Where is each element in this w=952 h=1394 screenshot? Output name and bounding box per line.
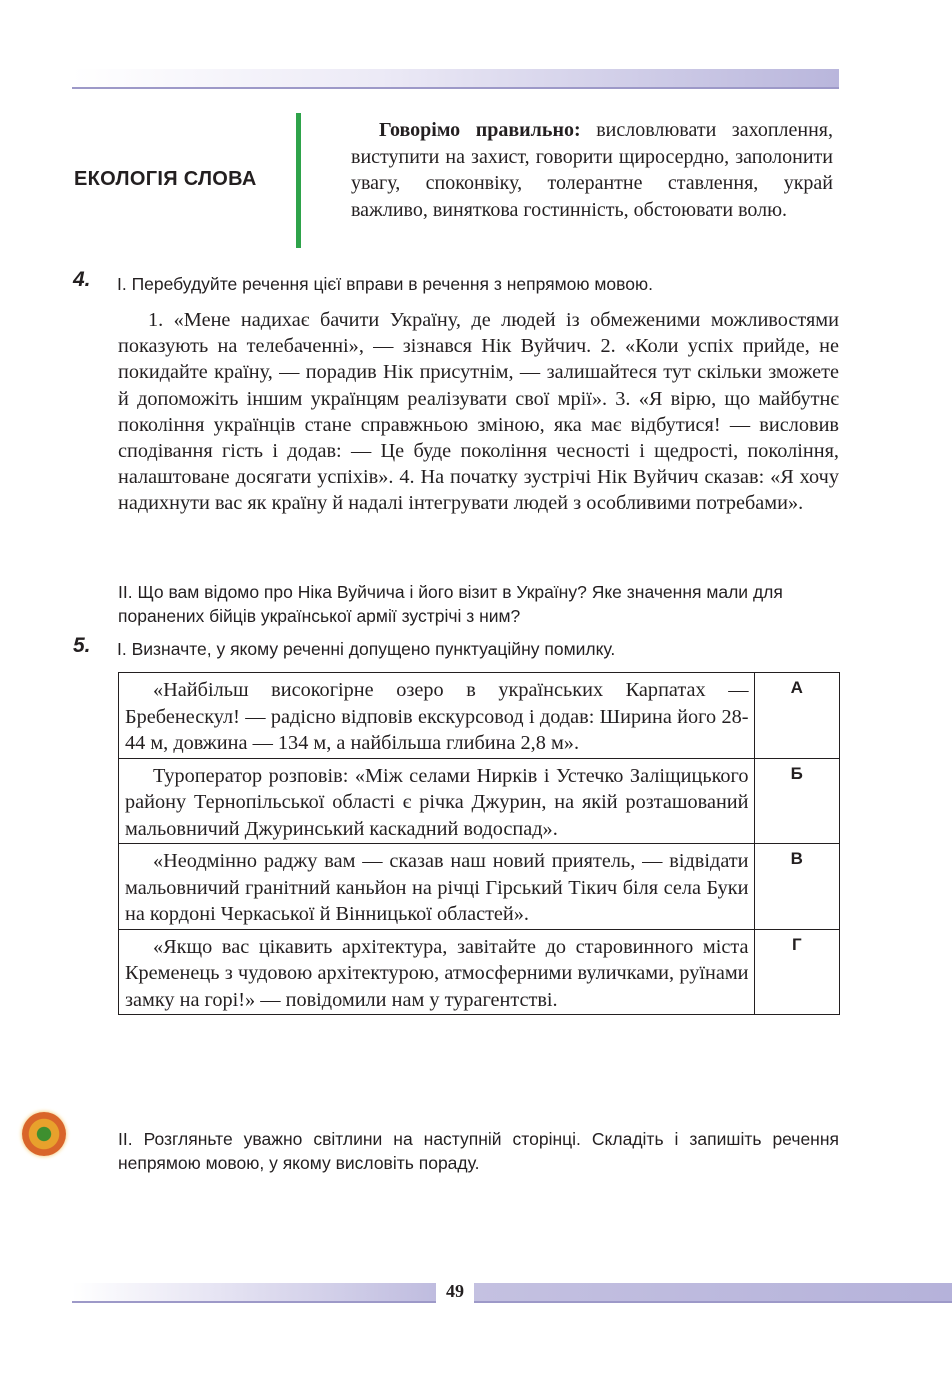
answer-options-table	[118, 672, 840, 1015]
ecology-divider	[296, 113, 301, 248]
exercise-4-task-1: I. Перебудуйте речення цієї вправи в речення з непрямою мовою.	[117, 274, 653, 294]
ecology-section-title: ЕКОЛОГІЯ СЛОВА	[74, 168, 257, 190]
table-row	[119, 844, 840, 930]
option-text: «Якщо вас цікавить архітектура, завітайте до старовинного міста Кременець з чудовою архітектурою, атмосферними вуличками, руїнами замку на горі!» — повідомили нам у турагентстві.	[119, 929, 755, 1015]
option-text: «Найбільш високогірне озеро в українських Карпатах — Бребенескул! — радісно відповів екскурсовод і додав: Ширина його 28-44 м, довжина — 134 м, а найбільша глибина 2,8 м».	[119, 673, 755, 759]
exercise-4-text: 1. «Мене надихає бачити Україну, де людей із обмеженими можливостями показують на телебаченні», — зізнався Нік Вуйчич. 2. «Коли успіх прийде, не покидайте країну, — порадив Нік присутнім, — залишайтеся тут скільки зможете й допоможіть іншим українцям реалізувати свої мрії». 3. «Я вірю, що майбутнє покоління українців стане справжньою зміною, яка має відбутися! — висловив сподівання гість і додав: — Це буде покоління чесності і щедрості, покоління, налаштоване досягати успіхів». 4. На початку зустрічі Нік Вуйчич сказав: «Я хочу надихнути вас як країну й надалі інтегрувати людей з особливими потребами».	[118, 309, 839, 515]
exercise-4-number: 4.	[73, 268, 91, 291]
table-row	[119, 673, 840, 759]
exercise-5-number: 5.	[73, 634, 91, 657]
exercise-5-task-1: I. Визначте, у якому реченні допущено пунктуаційну помилку.	[117, 639, 616, 659]
table-row	[119, 758, 840, 844]
option-letter: Г	[754, 929, 839, 1015]
option-letter: В	[754, 844, 839, 930]
page-number: 49	[446, 1281, 464, 1301]
header-decor-bar	[72, 69, 839, 89]
exercise-4-task-2: II. Що вам відомо про Ніка Вуйчича і його візит в Україну? Яке значення мали для поранених бійців української армії зустрічі з ним?	[118, 582, 783, 626]
ecology-text: висловлювати захоплення, виступити на захист, говорити щиросердно, заполонити увагу, споконвіку, толерантне ставлення, украй важливо, виняткова гостинність, обстоювати волю.	[351, 119, 833, 221]
table-row	[119, 929, 840, 1015]
ecology-lead: Говорімо правильно:	[379, 119, 581, 141]
option-letter: А	[754, 673, 839, 759]
option-text: «Неодмінно раджу вам — сказав наш новий приятель, — відвідати мальовничий гранітний каньйон на річці Гірський Тікич біля села Буки на кордоні Черкаської й Вінницької областей».	[119, 844, 755, 930]
exercise-5-task-2: II. Розгляньте уважно світлини на наступній сторінці. Складіть і запишіть речення непрямою мовою, у якому висловіть пораду.	[118, 1129, 839, 1173]
footer-decor-bar-left	[72, 1283, 436, 1303]
sun-icon	[22, 1112, 66, 1156]
footer-decor-bar-right	[474, 1283, 952, 1303]
option-text: Туроператор розповів: «Між селами Нирків і Устечко Заліщицького району Тернопільської області є річка Джурин, на якій розташований мальовничий Джуринський каскадний водоспад».	[119, 758, 755, 844]
option-letter: Б	[754, 758, 839, 844]
ecology-box	[351, 117, 833, 223]
